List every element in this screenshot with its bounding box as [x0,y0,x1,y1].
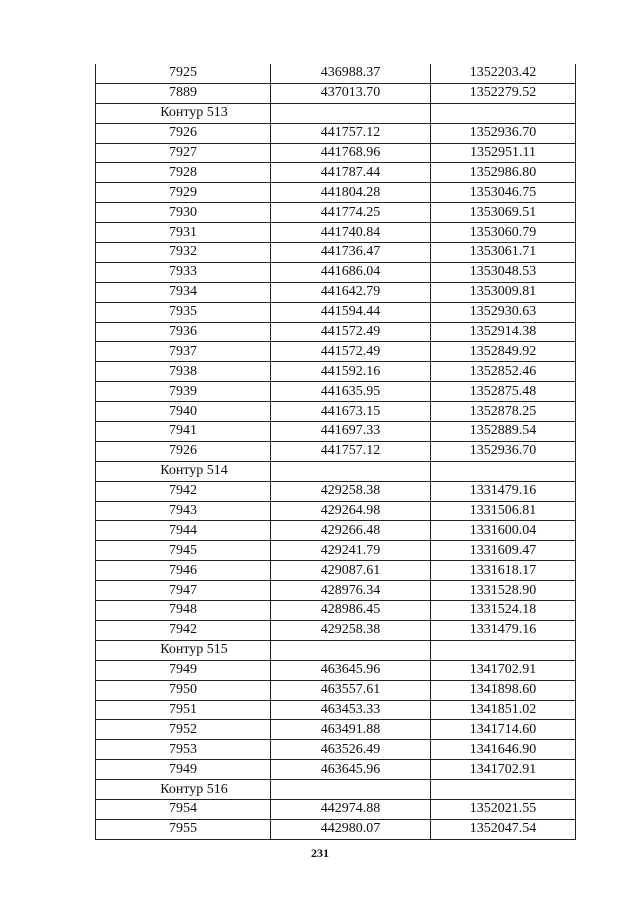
x-coordinate-cell: 441673.15 [271,402,431,422]
x-coordinate-cell: 441642.79 [271,282,431,302]
point-number-cell: 7949 [96,660,271,680]
x-coordinate-cell: 441697.33 [271,422,431,442]
table-row [96,422,576,442]
x-coordinate-cell: 429258.38 [271,620,431,640]
x-coordinate-cell: 463645.96 [271,760,431,780]
point-number-cell: 7953 [96,740,271,760]
point-number-cell: 7947 [96,581,271,601]
x-coordinate-cell: 429264.98 [271,501,431,521]
y-coordinate-cell: 1352849.92 [431,342,576,362]
table-row [96,680,576,700]
y-coordinate-cell: 1352936.70 [431,123,576,143]
x-cell [271,103,431,123]
table-row [96,64,576,83]
table-row [96,700,576,720]
y-coordinate-cell: 1352203.42 [431,64,576,83]
table-row [96,819,576,839]
x-coordinate-cell: 463645.96 [271,660,431,680]
table-row [96,143,576,163]
table-row [96,501,576,521]
table-row [96,441,576,461]
table-row [96,83,576,103]
x-coordinate-cell: 436988.37 [271,64,431,83]
point-number-cell: 7939 [96,382,271,402]
x-cell [271,461,431,481]
x-coordinate-cell: 441740.84 [271,223,431,243]
y-coordinate-cell: 1352878.25 [431,402,576,422]
point-number-cell: 7889 [96,83,271,103]
y-coordinate-cell: 1341714.60 [431,720,576,740]
table-row [96,620,576,640]
x-coordinate-cell: 463557.61 [271,680,431,700]
y-coordinate-cell: 1331600.04 [431,521,576,541]
contour-header-row [96,461,576,481]
point-number-cell: 7942 [96,481,271,501]
x-coordinate-cell: 441787.44 [271,163,431,183]
point-number-cell: 7954 [96,799,271,819]
x-cell [271,780,431,800]
y-coordinate-cell: 1341851.02 [431,700,576,720]
point-number-cell: 7925 [96,64,271,83]
y-coordinate-cell: 1352852.46 [431,362,576,382]
point-number-cell: 7945 [96,541,271,561]
point-number-cell: 7946 [96,561,271,581]
y-coordinate-cell: 1353046.75 [431,183,576,203]
x-coordinate-cell: 441804.28 [271,183,431,203]
table-row [96,760,576,780]
y-coordinate-cell: 1353060.79 [431,223,576,243]
table-row [96,123,576,143]
table-row [96,203,576,223]
x-coordinate-cell: 428976.34 [271,581,431,601]
table-row [96,541,576,561]
y-coordinate-cell: 1353069.51 [431,203,576,223]
x-coordinate-cell: 441572.49 [271,322,431,342]
y-coordinate-cell: 1331618.17 [431,561,576,581]
point-number-cell: 7934 [96,282,271,302]
y-coordinate-cell: 1353048.53 [431,262,576,282]
table-row [96,282,576,302]
table-row [96,362,576,382]
point-number-cell: 7944 [96,521,271,541]
y-coordinate-cell: 1353061.71 [431,243,576,263]
point-number-cell: 7955 [96,819,271,839]
y-coordinate-cell: 1352047.54 [431,819,576,839]
x-coordinate-cell: 441572.49 [271,342,431,362]
table-row [96,382,576,402]
table-row [96,601,576,621]
y-coordinate-cell: 1352914.38 [431,322,576,342]
table-row [96,322,576,342]
table-row [96,402,576,422]
point-number-cell: 7937 [96,342,271,362]
point-number-cell: 7940 [96,402,271,422]
x-coordinate-cell: 441774.25 [271,203,431,223]
point-number-cell: 7943 [96,501,271,521]
coordinates-table-body [96,64,576,839]
x-coordinate-cell: 441594.44 [271,302,431,322]
point-number-cell: 7933 [96,262,271,282]
y-coordinate-cell: 1341702.91 [431,660,576,680]
y-coordinate-cell: 1352951.11 [431,143,576,163]
contour-header-row [96,103,576,123]
coordinates-table [95,64,576,840]
point-number-cell: 7941 [96,422,271,442]
y-coordinate-cell: 1352279.52 [431,83,576,103]
table-row [96,660,576,680]
x-coordinate-cell: 441635.95 [271,382,431,402]
x-coordinate-cell: 429087.61 [271,561,431,581]
table-row [96,740,576,760]
x-coordinate-cell: 437013.70 [271,83,431,103]
contour-label: Контур 515 [96,640,271,660]
point-number-cell: 7938 [96,362,271,382]
y-coordinate-cell: 1352986.80 [431,163,576,183]
point-number-cell: 7950 [96,680,271,700]
point-number-cell: 7927 [96,143,271,163]
y-cell [431,461,576,481]
table-row [96,223,576,243]
x-coordinate-cell: 463453.33 [271,700,431,720]
x-coordinate-cell: 463491.88 [271,720,431,740]
y-coordinate-cell: 1341702.91 [431,760,576,780]
point-number-cell: 7929 [96,183,271,203]
table-row [96,581,576,601]
table-row [96,561,576,581]
point-number-cell: 7951 [96,700,271,720]
table-row [96,521,576,541]
x-coordinate-cell: 463526.49 [271,740,431,760]
x-coordinate-cell: 441757.12 [271,123,431,143]
table-row [96,243,576,263]
contour-label: Контур 516 [96,780,271,800]
y-coordinate-cell: 1352930.63 [431,302,576,322]
y-coordinate-cell: 1331479.16 [431,620,576,640]
x-coordinate-cell: 441686.04 [271,262,431,282]
table-row [96,720,576,740]
point-number-cell: 7949 [96,760,271,780]
x-coordinate-cell: 428986.45 [271,601,431,621]
x-coordinate-cell: 441757.12 [271,441,431,461]
y-coordinate-cell: 1331506.81 [431,501,576,521]
y-coordinate-cell: 1331609.47 [431,541,576,561]
page-number: 231 [311,846,329,860]
y-coordinate-cell: 1331528.90 [431,581,576,601]
y-cell [431,780,576,800]
y-coordinate-cell: 1352936.70 [431,441,576,461]
table-row [96,302,576,322]
y-coordinate-cell: 1341898.60 [431,680,576,700]
point-number-cell: 7936 [96,322,271,342]
point-number-cell: 7926 [96,123,271,143]
point-number-cell: 7935 [96,302,271,322]
table-row [96,183,576,203]
y-cell [431,640,576,660]
y-coordinate-cell: 1331524.18 [431,601,576,621]
point-number-cell: 7930 [96,203,271,223]
point-number-cell: 7926 [96,441,271,461]
x-coordinate-cell: 429258.38 [271,481,431,501]
contour-label: Контур 514 [96,461,271,481]
point-number-cell: 7948 [96,601,271,621]
x-coordinate-cell: 441736.47 [271,243,431,263]
y-coordinate-cell: 1341646.90 [431,740,576,760]
point-number-cell: 7952 [96,720,271,740]
x-coordinate-cell: 441592.16 [271,362,431,382]
y-coordinate-cell: 1331479.16 [431,481,576,501]
y-coordinate-cell: 1352021.55 [431,799,576,819]
x-coordinate-cell: 442980.07 [271,819,431,839]
point-number-cell: 7932 [96,243,271,263]
point-number-cell: 7931 [96,223,271,243]
x-coordinate-cell: 429241.79 [271,541,431,561]
point-number-cell: 7942 [96,620,271,640]
table-row [96,262,576,282]
table-row [96,342,576,362]
table-row [96,163,576,183]
x-coordinate-cell: 442974.88 [271,799,431,819]
y-coordinate-cell: 1352875.48 [431,382,576,402]
contour-header-row [96,780,576,800]
y-coordinate-cell: 1352889.54 [431,422,576,442]
contour-header-row [96,640,576,660]
x-coordinate-cell: 441768.96 [271,143,431,163]
table-row [96,481,576,501]
x-coordinate-cell: 429266.48 [271,521,431,541]
table-row [96,799,576,819]
y-cell [431,103,576,123]
y-coordinate-cell: 1353009.81 [431,282,576,302]
contour-label: Контур 513 [96,103,271,123]
point-number-cell: 7928 [96,163,271,183]
x-cell [271,640,431,660]
